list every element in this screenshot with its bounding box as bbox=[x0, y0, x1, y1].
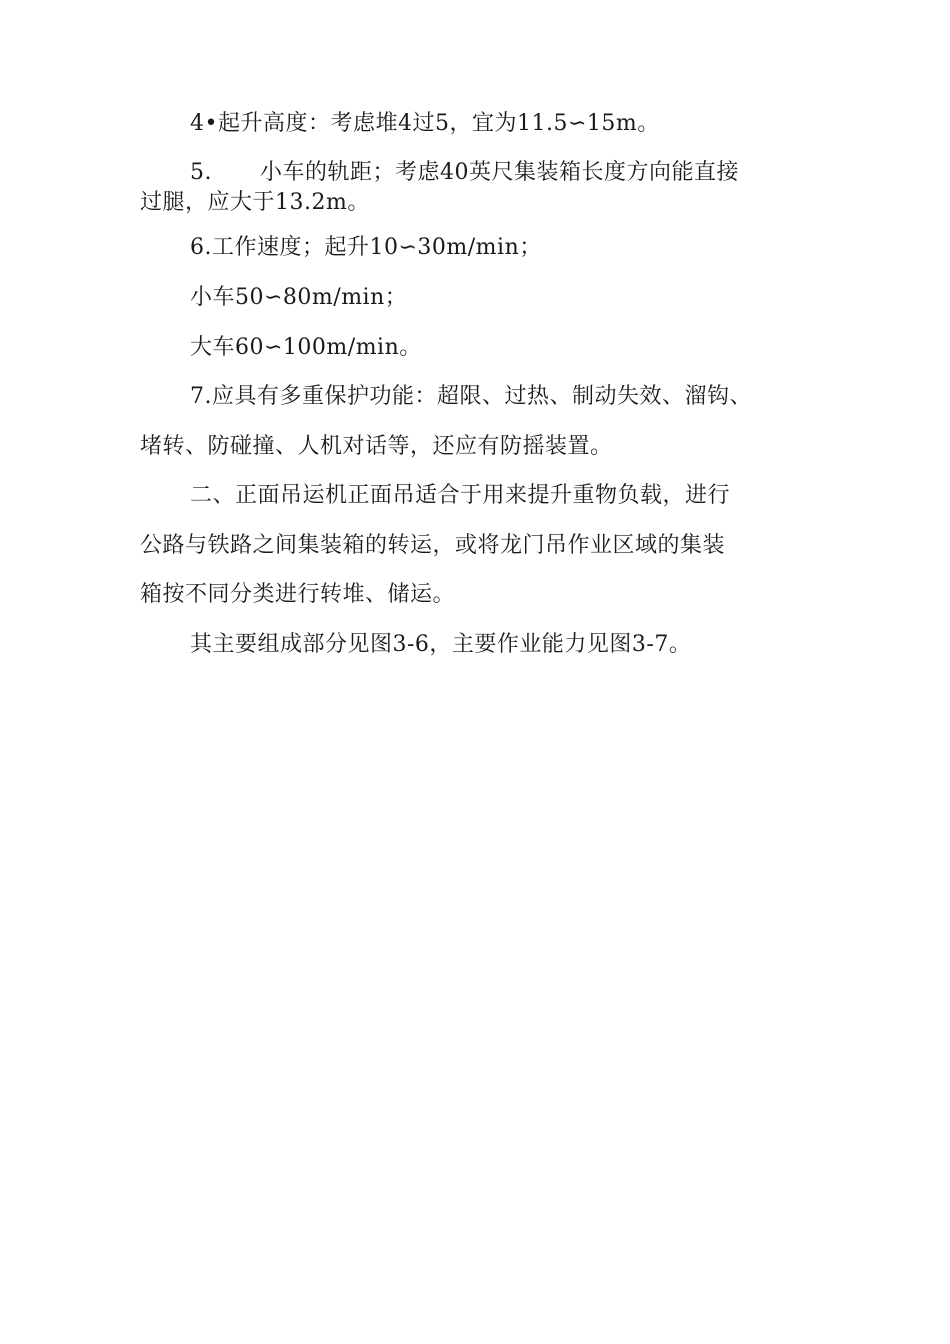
item-4-lifting-height: 4•起升高度：考虑堆4过5，宜为11.5∽15m。 bbox=[190, 111, 660, 136]
section-2-line-1: 二、正面吊运机正面吊适合于用来提升重物负载，进行 bbox=[190, 483, 731, 508]
section-2-line-2: 公路与铁路之间集装箱的转运，或将龙门吊作业区域的集装 bbox=[140, 533, 726, 558]
item-6-gantry-speed: 大车60∽100m/min。 bbox=[190, 335, 422, 360]
item-5-continuation: 过腿，应大于13.2m。 bbox=[140, 190, 370, 215]
item-5-number: 5. bbox=[190, 160, 212, 185]
item-5-text: 小车的轨距；考虑40英尺集装箱长度方向能直接 bbox=[260, 160, 739, 185]
item-6-working-speed: 6.工作速度；起升10∽30m/min； bbox=[190, 235, 542, 260]
item-7-line-1: 7.应具有多重保护功能：超限、过热、制动失效、溜钩、 bbox=[190, 384, 752, 409]
figures-reference: 其主要组成部分见图3-6，主要作业能力见图3-7。 bbox=[190, 632, 692, 657]
item-6-trolley-speed: 小车50∽80m/min； bbox=[190, 285, 408, 310]
item-5-trolley-gauge bbox=[190, 158, 739, 188]
section-2-line-3: 箱按不同分类进行转堆、储运。 bbox=[140, 582, 456, 607]
item-7-line-2: 堵转、防碰撞、人机对话等，还应有防摇装置。 bbox=[140, 434, 613, 459]
